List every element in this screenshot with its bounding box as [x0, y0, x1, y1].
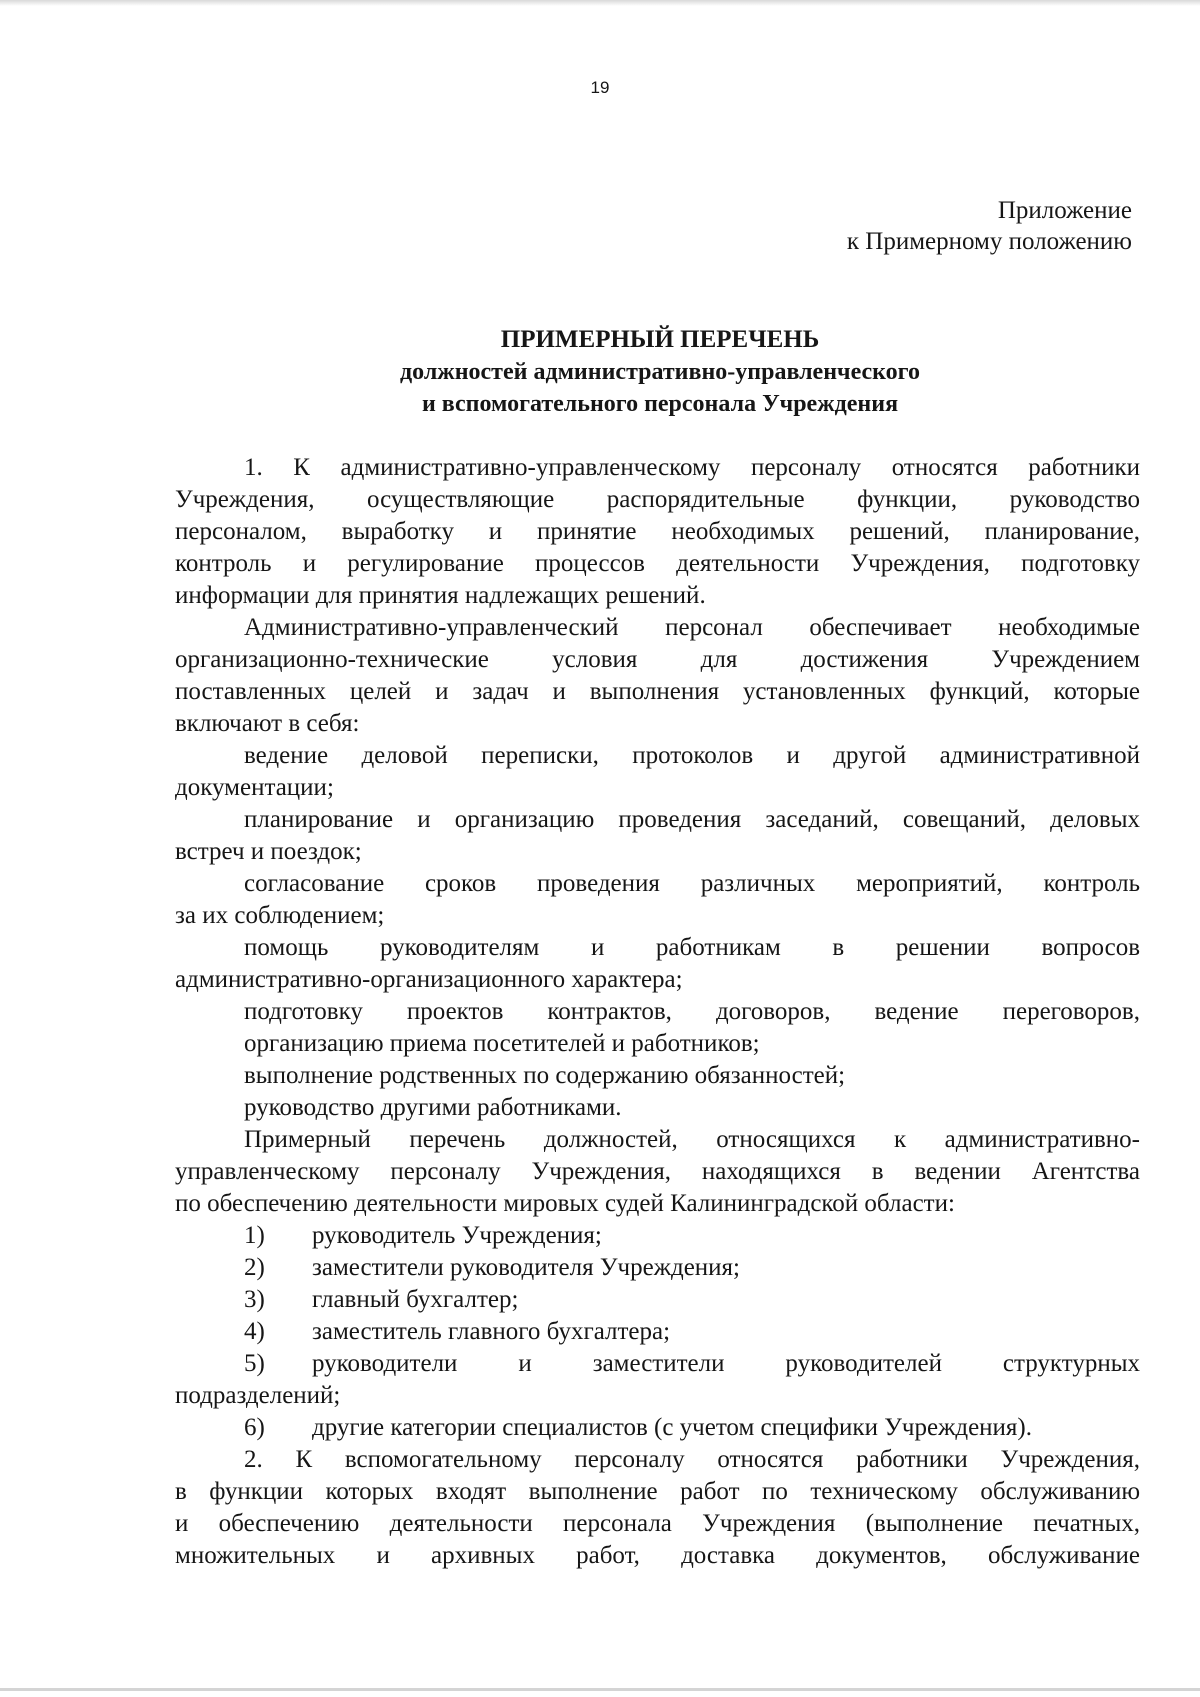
position-number: 3)	[244, 1286, 265, 1313]
function-item: помощь руководителям и работникам в решении вопросов	[244, 934, 1140, 961]
appendix-note	[847, 195, 1132, 257]
position-number: 4)	[244, 1318, 265, 1345]
section1-line: информации для принятия надлежащих решений.	[175, 582, 706, 609]
title-subtitle: должностей административно-управленческого	[400, 359, 920, 385]
section1-line: Учреждения, осуществляющие распорядительные функции, руководство	[175, 486, 1140, 513]
position-item	[175, 1412, 1140, 1444]
appendix-line: к Примерному положению	[846, 228, 1132, 255]
function-item-cont: документации;	[175, 774, 334, 801]
position-item	[175, 1316, 1140, 1348]
document-title	[175, 324, 1145, 420]
function-item: согласование сроков проведения различных мероприятий, контроль	[244, 870, 1140, 897]
paragraph-line: Примерный перечень должностей, относящихся к административно-	[244, 1126, 1140, 1153]
paragraph-line: поставленных целей и задач и выполнения установленных функций, которые	[175, 678, 1140, 705]
position-number: 6)	[244, 1414, 265, 1441]
function-item-cont: административно-организационного характера;	[175, 966, 683, 993]
paragraph-line: Административно-управленческий персонал обеспечивает необходимые	[244, 614, 1140, 641]
function-item-cont: встреч и поездок;	[175, 838, 362, 865]
document-body	[175, 452, 1140, 1572]
section1-line: контроль и регулирование процессов деятельности Учреждения, подготовку	[175, 550, 1140, 577]
position-item	[175, 1348, 1140, 1380]
page-number: 19	[590, 78, 610, 97]
paragraph-line: управленческому персоналу Учреждения, находящихся в ведении Агентства	[175, 1158, 1140, 1185]
position-text: главный бухгалтер;	[312, 1286, 519, 1313]
position-text: руководители и заместители руководителей структурных	[312, 1350, 1140, 1377]
scan-edge-bottom	[0, 1688, 1200, 1691]
function-item-cont: за их соблюдением;	[175, 902, 385, 929]
scan-edge-top	[0, 0, 1200, 6]
position-number: 2)	[244, 1254, 265, 1281]
position-number: 5)	[244, 1350, 265, 1377]
section1-line: персоналом, выработку и принятие необходимых решений, планирование,	[175, 518, 1140, 545]
position-item-cont: подразделений;	[175, 1382, 341, 1409]
section2-line: 2. К вспомогательному персоналу относятся работники Учреждения,	[244, 1446, 1140, 1473]
position-item	[175, 1252, 1140, 1284]
position-text: другие категории специалистов (с учетом специфики Учреждения).	[312, 1414, 1032, 1441]
function-item-cont: организацию приема посетителей и работников;	[244, 1030, 760, 1057]
title-subtitle: и вспомогательного персонала Учреждения	[421, 391, 899, 417]
position-text: заместитель главного бухгалтера;	[312, 1318, 671, 1345]
paragraph-line: организационно-технические условия для достижения Учреждением	[175, 646, 1140, 673]
position-number: 1)	[244, 1222, 265, 1249]
section1-line: 1. К административно-управленческому персоналу относятся работники	[244, 454, 1140, 481]
function-item: ведение деловой переписки, протоколов и другой административной	[244, 742, 1140, 769]
section2-line: множительных и архивных работ, доставка документов, обслуживание	[175, 1542, 1140, 1569]
function-item: выполнение родственных по содержанию обязанностей;	[244, 1062, 846, 1089]
position-item	[175, 1284, 1140, 1316]
function-item: планирование и организацию проведения заседаний, совещаний, деловых	[244, 806, 1140, 833]
appendix-line: Приложение	[997, 197, 1132, 224]
position-item	[175, 1220, 1140, 1252]
function-item: подготовку проектов контрактов, договоров, ведение переговоров,	[244, 998, 1140, 1025]
section2-line: и обеспечению деятельности персонала Учреждения (выполнение печатных,	[175, 1510, 1140, 1537]
position-text: руководитель Учреждения;	[312, 1222, 602, 1249]
title-main: ПРИМЕРНЫЙ ПЕРЕЧЕНЬ	[500, 326, 820, 353]
paragraph-line: включают в себя:	[175, 710, 360, 737]
section2-line: в функции которых входят выполнение работ по техническому обслуживанию	[175, 1478, 1140, 1505]
function-item: руководство другими работниками.	[244, 1094, 622, 1121]
position-text: заместители руководителя Учреждения;	[312, 1254, 741, 1281]
paragraph-line: по обеспечению деятельности мировых судей Калининградской области:	[175, 1190, 955, 1217]
